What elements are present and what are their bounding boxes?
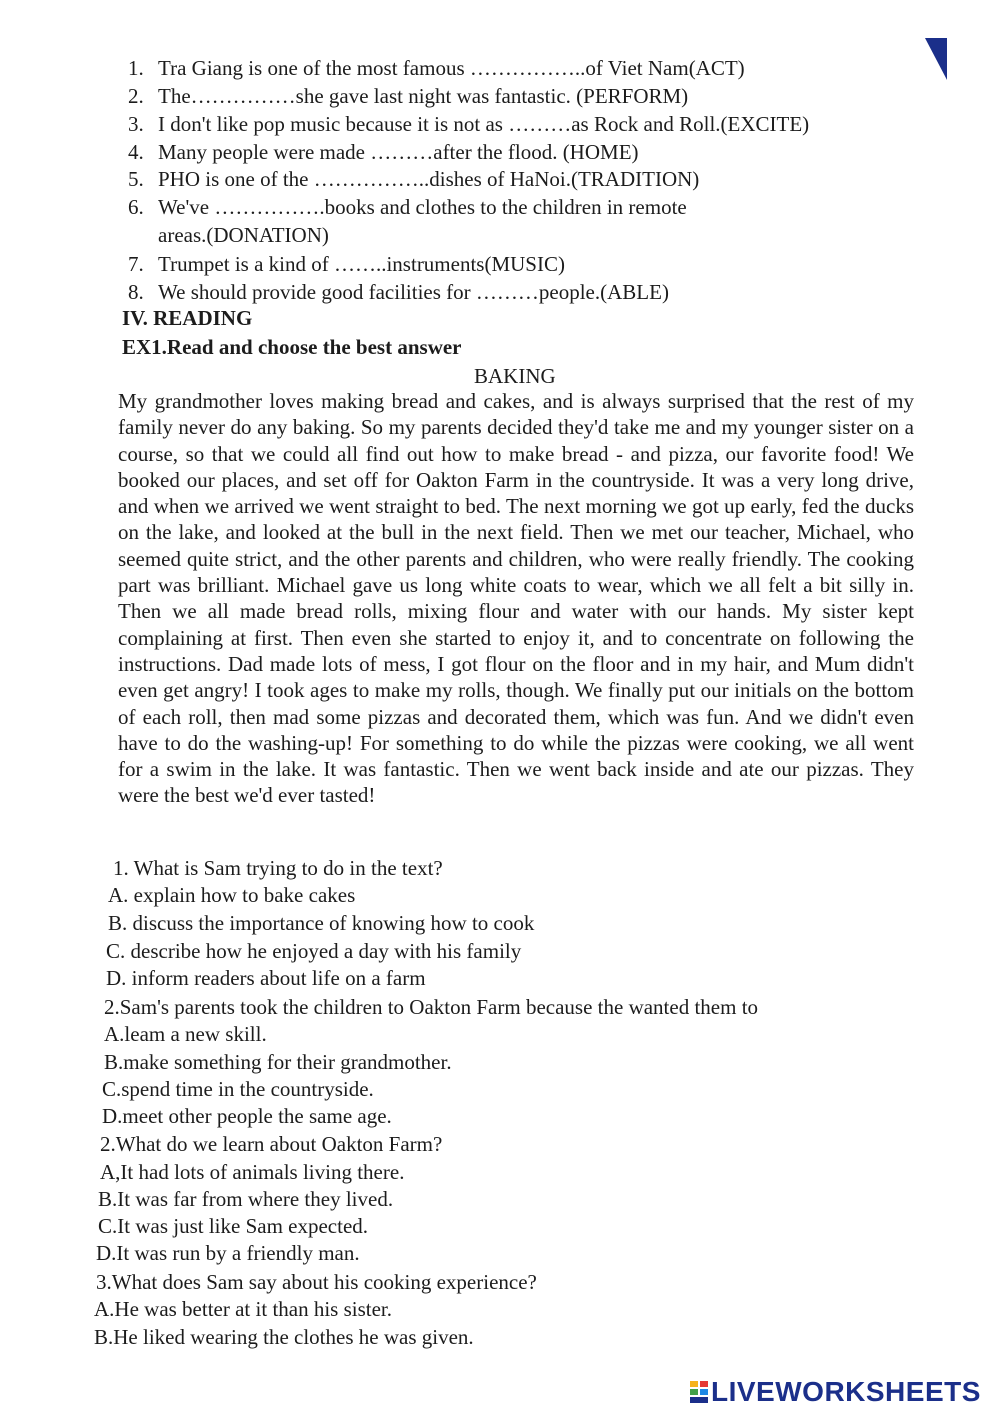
exercise-item-2 [128,84,688,108]
reading-passage: My grandmother loves making bread and cakes, and is always surprised that the rest of my family never do any baking. So my parents decided they'd take me and my younger sister on a course, so that we could all find out how to make bread - and pizza, our favorite food! We booked our places, and set off for Oakton Farm in the countryside. It was a very long drive, and when we arrived we went straight to bed. The next morning we got up early, fed the ducks on the lake, and looked at the bull in the next field. Then we met our teacher, Michael, who seemed quite strict, and the other parents and children, who were really friendly. The cooking part was brilliant. Michael gave us long white coats to wear, which we all felt a bit silly in. Then we all made bread rolls, mixing flour and water with our hands. My sister kept complaining at first. Then even she started to enjoy it, and to concentrate on following the instructions. Dad made lots of mess, I got flour on the floor and in my hair, and Mum didn't even get angry! I took ages to make my rolls, though. We finally put our initials on the bottom of each roll, then mad some pizzas and decorated them, which was fun. And we didn't even have to do the washing-up! For something to do while the pizzas were cooking, we all went for a swim in the lake. It was fantastic. Then we went back inside and ate our pizzas. They were the best we'd ever tasted! [118,389,914,808]
liveworksheets-logo-icon [690,1381,708,1403]
item-text: Many people were made ………after the flood. (HOME) [158,140,639,164]
question-2b: 2.What do we learn about Oakton Farm? [100,1132,443,1156]
item-number: 2. [128,84,144,108]
item-text: Trumpet is a kind of ……..instruments(MUSIC) [158,252,565,276]
exercise-item-6 [128,195,687,219]
question-1-option-a: A. explain how to bake cakes [108,883,356,907]
question-1-option-d: D. inform readers about life on a farm [106,966,426,990]
item-number: 4. [128,140,144,164]
question-3-option-b: B.He liked wearing the clothes he was given. [94,1325,474,1349]
item-number: 1. [128,56,144,80]
item-text: We should provide good facilities for ………people.(ABLE) [158,280,669,304]
corner-triangle-mark [925,38,947,80]
item-number: 3. [128,112,144,136]
item-number: 7. [128,252,144,276]
exercise-item-6-continued [128,223,329,247]
question-2b-option-b: B.It was far from where they lived. [98,1187,394,1211]
reading-heading: IV. READING [122,306,253,330]
question-2b-option-d: D.It was run by a friendly man. [96,1241,360,1265]
item-number: 8. [128,280,144,304]
exercise-title: EX1.Read and choose the best answer [122,335,462,359]
passage-title: BAKING [474,364,556,388]
item-text: The……………she gave last night was fantastic. (PERFORM) [158,84,689,108]
question-3-option-a: A.He was better at it than his sister. [94,1297,393,1321]
item-text: areas.(DONATION) [158,223,329,247]
item-text: PHO is one of the ……………..dishes of HaNoi.(TRADITION) [158,167,700,191]
question-2-option-d: D.meet other people the same age. [102,1104,392,1128]
question-2b-option-c: C.It was just like Sam expected. [98,1214,369,1238]
item-text: I don't like pop music because it is not as ………as Rock and Roll.(EXCITE) [158,112,810,136]
question-1: 1. What is Sam trying to do in the text? [113,856,443,880]
question-2-option-a: A.leam a new skill. [104,1022,267,1046]
exercise-item-7 [128,252,565,276]
exercise-item-1 [128,56,745,80]
item-text: Tra Giang is one of the most famous ……………..of Viet Nam(ACT) [158,56,745,80]
question-2b-option-a: A,It had lots of animals living there. [100,1160,405,1184]
brand-name: LIVEWORKSHEETS [711,1376,981,1407]
liveworksheets-logo [690,1376,981,1408]
question-3: 3.What does Sam say about his cooking experience? [96,1270,537,1294]
question-2: 2.Sam's parents took the children to Oakton Farm because the wanted them to [104,995,759,1019]
question-1-option-b: B. discuss the importance of knowing how to cook [108,911,535,935]
exercise-item-4 [128,140,639,164]
item-number: 6. [128,195,144,219]
exercise-item-3 [128,112,809,136]
question-1-option-c: C. describe how he enjoyed a day with his family [106,939,522,963]
item-text: We've …………….books and clothes to the children in remote [158,195,687,219]
exercise-item-8 [128,280,669,304]
exercise-item-5 [128,167,699,191]
question-2-option-c: C.spend time in the countryside. [102,1077,374,1101]
item-number: 5. [128,167,144,191]
question-2-option-b: B.make something for their grandmother. [104,1050,452,1074]
